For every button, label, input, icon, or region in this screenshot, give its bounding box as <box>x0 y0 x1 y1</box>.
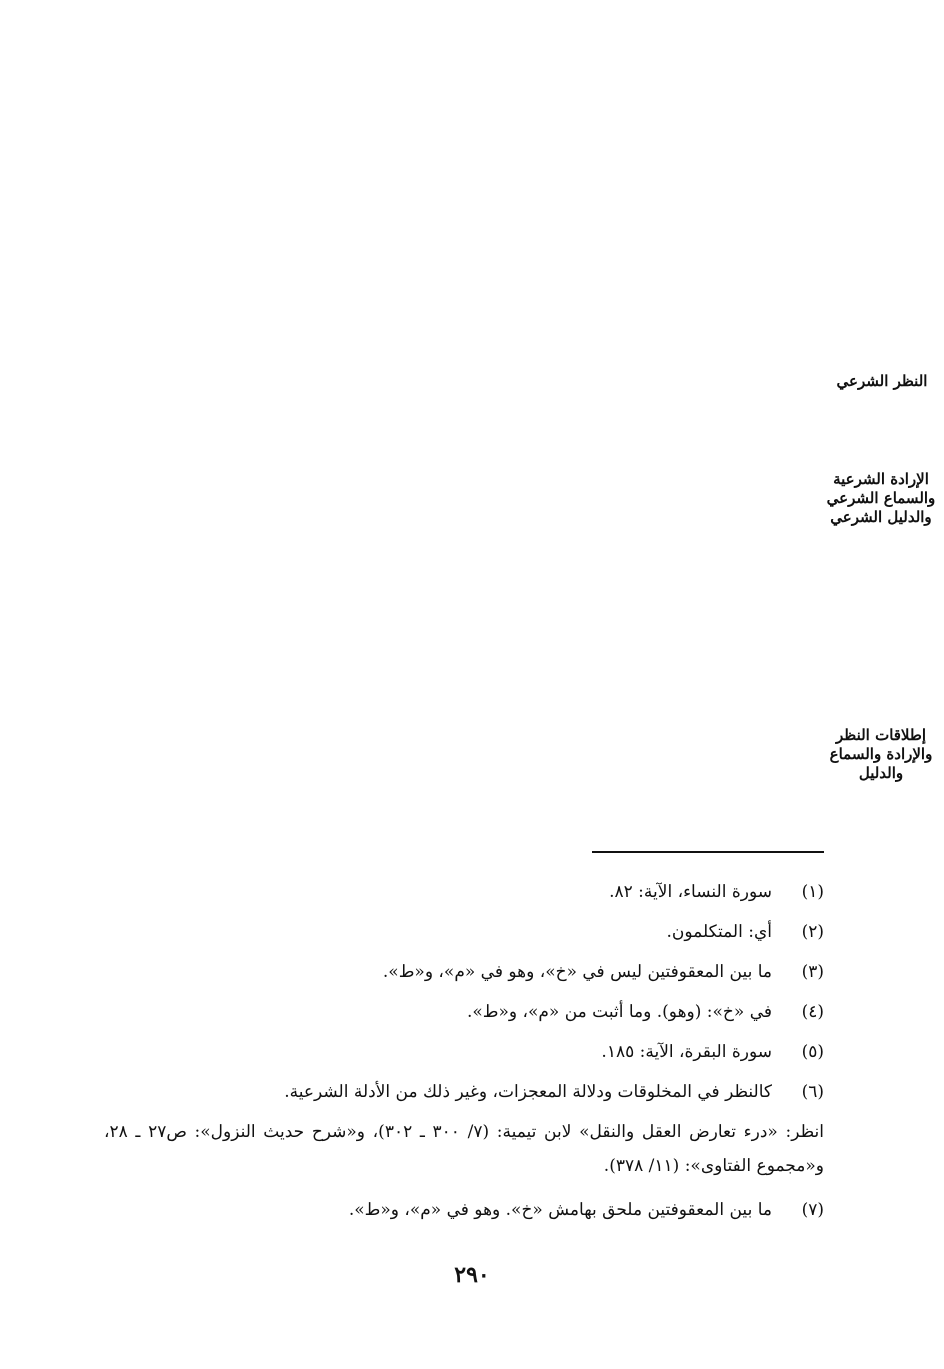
footnote-continuation: انظر: «درء تعارض العقل والنقل» لابن تيمية: (٧/ ٣٠٠ ـ ٣٠٢)، و«شرح حديث النزول»: ص٢٧ ـ ٢٨، و«مجموع الفتاوى»: (١١/ ٣٧٨). <box>104 1122 824 1176</box>
footnote <box>84 1035 824 1069</box>
footnote-text: ما بين المعقوفتين ليس في «خ»، وهو في «م»، و«ط». <box>382 962 772 982</box>
footnote <box>84 995 824 1029</box>
footnote-text: في «خ»: (وهو). وما أثبت من «م»، و«ط». <box>466 1002 772 1022</box>
footnote-text: أي: المتكلمون. <box>666 922 772 942</box>
footnote-number: (٣) <box>801 962 824 982</box>
footnote-number: (١) <box>801 882 824 902</box>
footnote-text: ما بين المعقوفتين ملحق بهامش «خ». وهو في «م»، و«ط». <box>348 1200 772 1220</box>
footnote <box>84 875 824 909</box>
footnote-separator <box>592 851 824 853</box>
footnote-number: (٥) <box>801 1042 824 1062</box>
footnote-number: (٦) <box>801 1082 824 1102</box>
footnote-text: سورة البقرة، الآية: ١٨٥. <box>601 1042 772 1062</box>
footnote-number: (٧) <box>801 1200 824 1220</box>
footnote-number: (٤) <box>801 1002 824 1022</box>
footnote-text: كالنظر في المخلوقات ودلالة المعجزات، وغير ذلك من الأدلة الشرعية. <box>284 1082 772 1102</box>
footnote-number: (٢) <box>801 922 824 942</box>
margin-heading: النظر الشرعي <box>836 372 928 390</box>
footnote-text: سورة النساء، الآية: ٨٢. <box>609 882 772 902</box>
footnote <box>84 955 824 989</box>
footnote <box>84 915 824 949</box>
page-number: ٢٩٠ <box>454 1262 490 1288</box>
footnote <box>84 1193 824 1227</box>
footnote <box>84 1075 824 1109</box>
margin-heading: إطلاقات النظر والإرادة والسماع والدليل <box>829 726 933 782</box>
margin-heading: الإرادة الشرعية والسماع الشرعي والدليل الشرعي <box>826 470 936 526</box>
